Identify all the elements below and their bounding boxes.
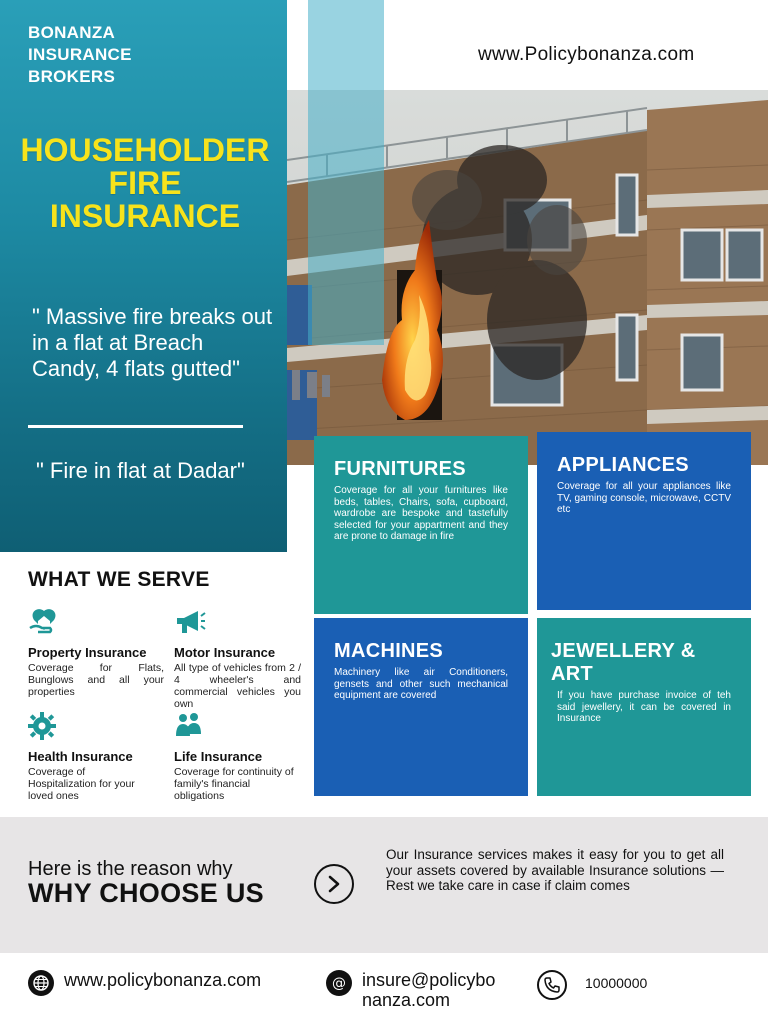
gear-icon: [28, 712, 60, 740]
service-desc: All type of vehicles from 2 / 4 wheeler's and commercial vehicles you own: [174, 662, 301, 710]
tile-title: FURNITURES: [334, 458, 466, 480]
coverage-tile-jewellery-art: [537, 618, 751, 796]
service-desc: Coverage of Hospitalization for your loved ones: [28, 766, 135, 802]
title-line-3: INSURANCE: [49, 198, 241, 234]
why-description: Our Insurance services makes it easy for you to get all your assets covered by available Insurance solutions — Rest we take care in case if claim comes: [386, 847, 724, 893]
footer-website[interactable]: [28, 970, 261, 996]
brand-line-1: BONANZA: [28, 23, 116, 42]
tile-text: Machinery like air Conditioners, gensets and other such mechanical equipment are covered: [334, 667, 508, 701]
service-life-insurance: [174, 712, 301, 802]
brand-line-2: INSURANCE: [28, 45, 132, 64]
coverage-tile-appliances: [537, 432, 751, 610]
why-lead-text: Here is the reason why: [28, 858, 233, 880]
at-sign-icon: [326, 970, 352, 996]
decorative-strip: [308, 0, 384, 345]
service-desc: Coverage for continuity of family's financial obligations: [174, 766, 294, 802]
tile-title: JEWELLERY & ART: [551, 640, 696, 685]
footer-email-text: insure@policybonanza.com: [362, 970, 496, 1010]
family-icon: [174, 712, 206, 740]
service-name: Property Insurance: [28, 645, 147, 660]
phone-icon: [537, 970, 567, 1000]
tile-text: Coverage for all your appliances like TV, gaming console, microwave, CCTV etc: [557, 481, 731, 515]
globe-icon: [28, 970, 54, 996]
service-property-insurance: [28, 608, 164, 698]
tile-text: Coverage for all your furnitures like beds, tables, Chairs, sofa, cupboard, wardrobe are bespoke and tastefully selected for your appartment and they are prone to damage in fire: [334, 485, 508, 542]
svg-text:@: @: [332, 975, 346, 992]
house-hand-icon: [28, 608, 60, 636]
footer-phone[interactable]: [537, 970, 647, 1000]
chevron-right-icon: [326, 875, 342, 893]
footer-email[interactable]: [326, 970, 502, 1010]
service-motor-insurance: [174, 608, 301, 710]
footer-website-text: www.policybonanza.com: [64, 970, 262, 990]
service-desc: Coverage for Flats, Bunglows and all your properties: [28, 662, 164, 698]
coverage-tile-machines: [314, 618, 528, 796]
news-quote-1: " Massive fire breaks out in a flat at Breach Candy, 4 flats gutted": [32, 304, 273, 381]
title-line-1: HOUSEHOLDER: [20, 132, 270, 168]
megaphone-icon: [174, 608, 206, 636]
why-title: WHY CHOOSE US: [28, 878, 264, 908]
website-link-top[interactable]: www.Policybonanza.com: [478, 44, 695, 65]
title-line-2: FIRE: [108, 165, 182, 201]
quote-divider: [28, 425, 243, 428]
service-name: Health Insurance: [28, 749, 133, 764]
footer-phone-text: 10000000: [585, 975, 648, 991]
tile-text: If you have purchase invoice of teh said jewellery, it can be covered in Insurance: [557, 690, 731, 724]
coverage-tile-furnitures: [314, 436, 528, 614]
service-name: Motor Insurance: [174, 645, 276, 660]
brand-line-3: BROKERS: [28, 67, 116, 86]
service-name: Life Insurance: [174, 749, 263, 764]
next-arrow-button[interactable]: [314, 864, 354, 904]
page-title: [0, 134, 290, 233]
brand-name: [28, 22, 132, 88]
news-quote-2: " Fire in flat at Dadar": [36, 458, 245, 483]
service-health-insurance: [28, 712, 154, 802]
serve-heading: WHAT WE SERVE: [28, 568, 210, 591]
tile-title: MACHINES: [334, 640, 444, 662]
tile-title: APPLIANCES: [557, 454, 689, 476]
